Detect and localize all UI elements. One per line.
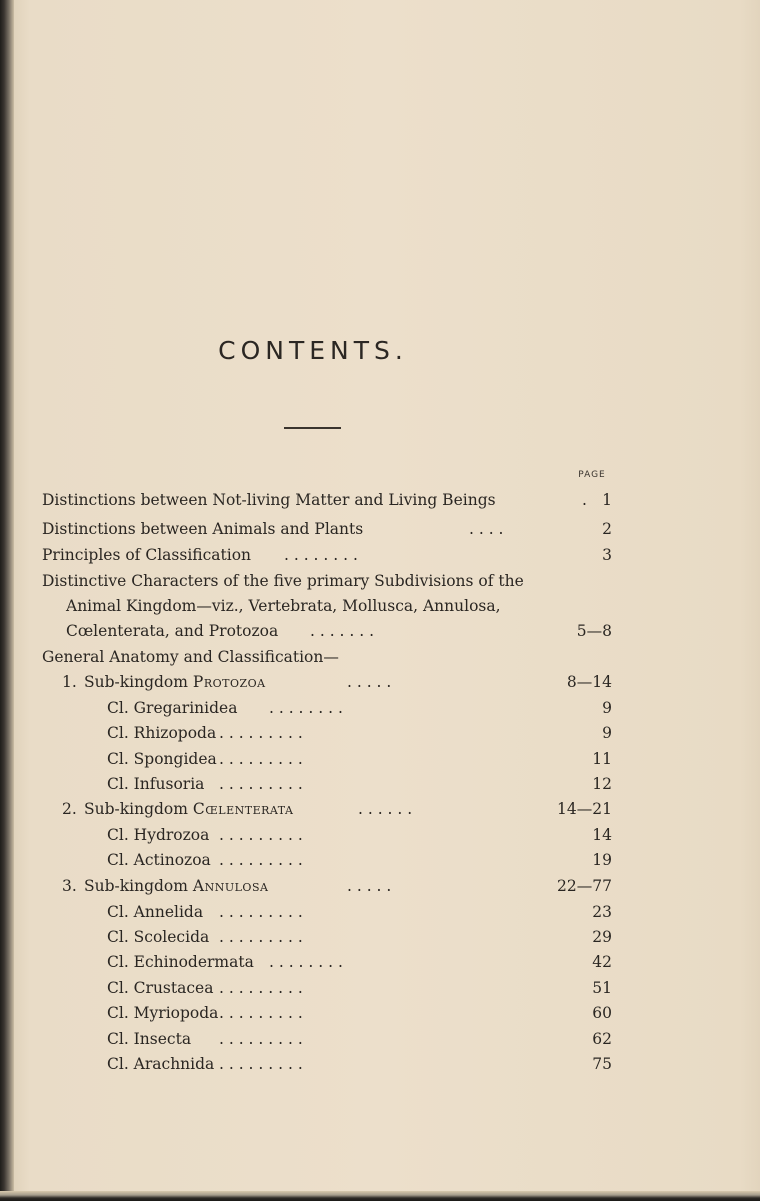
toc-page-number: 23 [592,903,612,921]
toc-leader: . . . . . . . . . [219,724,303,742]
toc-page-number: 2 [602,520,612,538]
toc-page-number: 14—21 [557,800,612,818]
toc-class-entry [107,850,612,870]
toc-leader: . . . . . . . . . [219,750,303,768]
toc-entry-title: Cl. Arachnida [107,1055,215,1073]
toc-entry-title: Cl. Myriopoda [107,1004,219,1022]
toc-leader: . . . . . . . . . [219,1055,303,1073]
toc-entry-title: Cl. Spongidea [107,750,217,768]
toc-leader: . . . . . . . . . [219,979,303,997]
toc-page-number: 14 [592,826,612,844]
toc-leader: . . . . . . . . . [219,1030,303,1048]
book-spine-shadow [0,0,14,1201]
toc-page-number: 29 [592,928,612,946]
toc-page-number: 42 [592,953,612,971]
toc-subkingdom-entry [62,672,612,692]
toc-entry-title: Cl. Hydrozoa [107,826,210,844]
toc-entry-title: Cl. Echinodermata [107,953,254,971]
toc-entry-number: 1. [62,673,77,691]
toc-page-number: 12 [592,775,612,793]
toc-entry-title [84,876,268,896]
toc-leader: . . . . . . [358,800,413,818]
heading-rule [284,427,341,429]
toc-leader: . . . . . . . [310,622,375,640]
toc-entry-title: Cl. Actinozoa [107,851,211,869]
toc-leader: . [582,491,587,509]
toc-entry-title: Cl. Crustacea [107,979,214,997]
toc-page-number: 9 [602,724,612,742]
toc-page-number: 1 [602,491,612,509]
toc-leader: . . . . . . . . [269,953,343,971]
toc-entry-number: 2. [62,800,77,818]
toc-subkingdom-entry [62,799,612,819]
toc-entry-title-line: Animal Kingdom—viz., Vertebrata, Mollusca, Annulosa, [66,597,501,615]
toc-entry-title: Distinctions between Not-living Matter and Living Beings [42,491,496,509]
toc-entry-title: General Anatomy and Classification— [42,648,339,666]
toc-page-number: 51 [592,979,612,997]
toc-leader: . . . . . . . . [284,546,358,564]
toc-entry-title: Principles of Classification [42,546,252,564]
toc-entry-prefix: Sub-kingdom [84,800,193,818]
toc-class-entry [107,825,612,845]
toc-entry-title: Distinctions between Animals and Plants [42,520,364,538]
toc-entry-prefix: Sub-kingdom [84,673,193,691]
page-column-label: PAGE [578,470,606,480]
toc-class-entry [107,749,612,769]
toc-entry-title: Cl. Infusoria [107,775,205,793]
toc-entry-title-line: Distinctive Characters of the five primary Subdivisions of the [42,572,524,590]
toc-class-entry [107,1029,612,1049]
toc-subkingdom-entry [62,876,612,896]
toc-class-entry [107,723,612,743]
toc-entry-title-line: Cœlenterata, and Protozoa [66,622,279,640]
toc-subkingdom-name: Cœlenterata [192,800,294,818]
toc-leader: . . . . . . . . . [219,826,303,844]
toc-leader: . . . . . [347,877,392,895]
toc-leader: . . . . . . . . . [219,928,303,946]
toc-subkingdom-name: Protozoa [192,673,266,691]
toc-page-number: 3 [602,546,612,564]
toc-entry-multiline [42,571,612,591]
toc-class-entry [107,927,612,947]
toc-entry-prefix: Sub-kingdom [84,877,193,895]
toc-entry-title: Cl. Gregarinidea [107,699,238,717]
toc-entry-title: Cl. Rhizopoda [107,724,217,742]
toc-leader: . . . . . . . . [269,699,343,717]
book-bottom-edge [0,1191,760,1201]
toc-entry [42,519,612,539]
toc-class-entry [107,952,612,972]
toc-class-entry [107,902,612,922]
toc-page-number: 9 [602,699,612,717]
toc-page-number: 75 [592,1055,612,1073]
toc-entry-title [84,799,293,819]
toc-page-number: 22—77 [557,877,612,895]
toc-entry-title: Cl. Annelida [107,903,204,921]
toc-leader: . . . . . . . . . [219,903,303,921]
toc-leader: . . . . . . . . . [219,1004,303,1022]
toc-entry-continuation [66,621,612,641]
toc-entry-title: Cl. Scolecida [107,928,210,946]
toc-page-number: 8—14 [566,673,612,691]
toc-leader: . . . . . [347,673,392,691]
toc-leader: . . . . . . . . . [219,775,303,793]
toc-page-number: 62 [592,1030,612,1048]
toc-leader: . . . . [469,520,504,538]
toc-class-entry [107,1054,612,1074]
toc-class-entry [107,774,612,794]
toc-entry-continuation [66,596,612,616]
toc-class-entry [107,1003,612,1023]
toc-entry-number: 3. [62,877,77,895]
toc-entry [42,490,612,510]
toc-entry-title [84,672,266,692]
toc-class-entry [107,698,612,718]
toc-entry-title: Cl. Insecta [107,1030,192,1048]
toc-page-number: 19 [592,851,612,869]
contents-heading: CONTENTS. [218,336,408,365]
toc-section-heading [42,647,612,667]
toc-entry [42,545,612,565]
toc-page-number: 60 [592,1004,612,1022]
toc-class-entry [107,978,612,998]
toc-subkingdom-name: Annulosa [192,877,269,895]
toc-leader: . . . . . . . . . [219,851,303,869]
toc-page-number: 11 [592,750,612,768]
toc-page-number: 5—8 [576,622,612,640]
